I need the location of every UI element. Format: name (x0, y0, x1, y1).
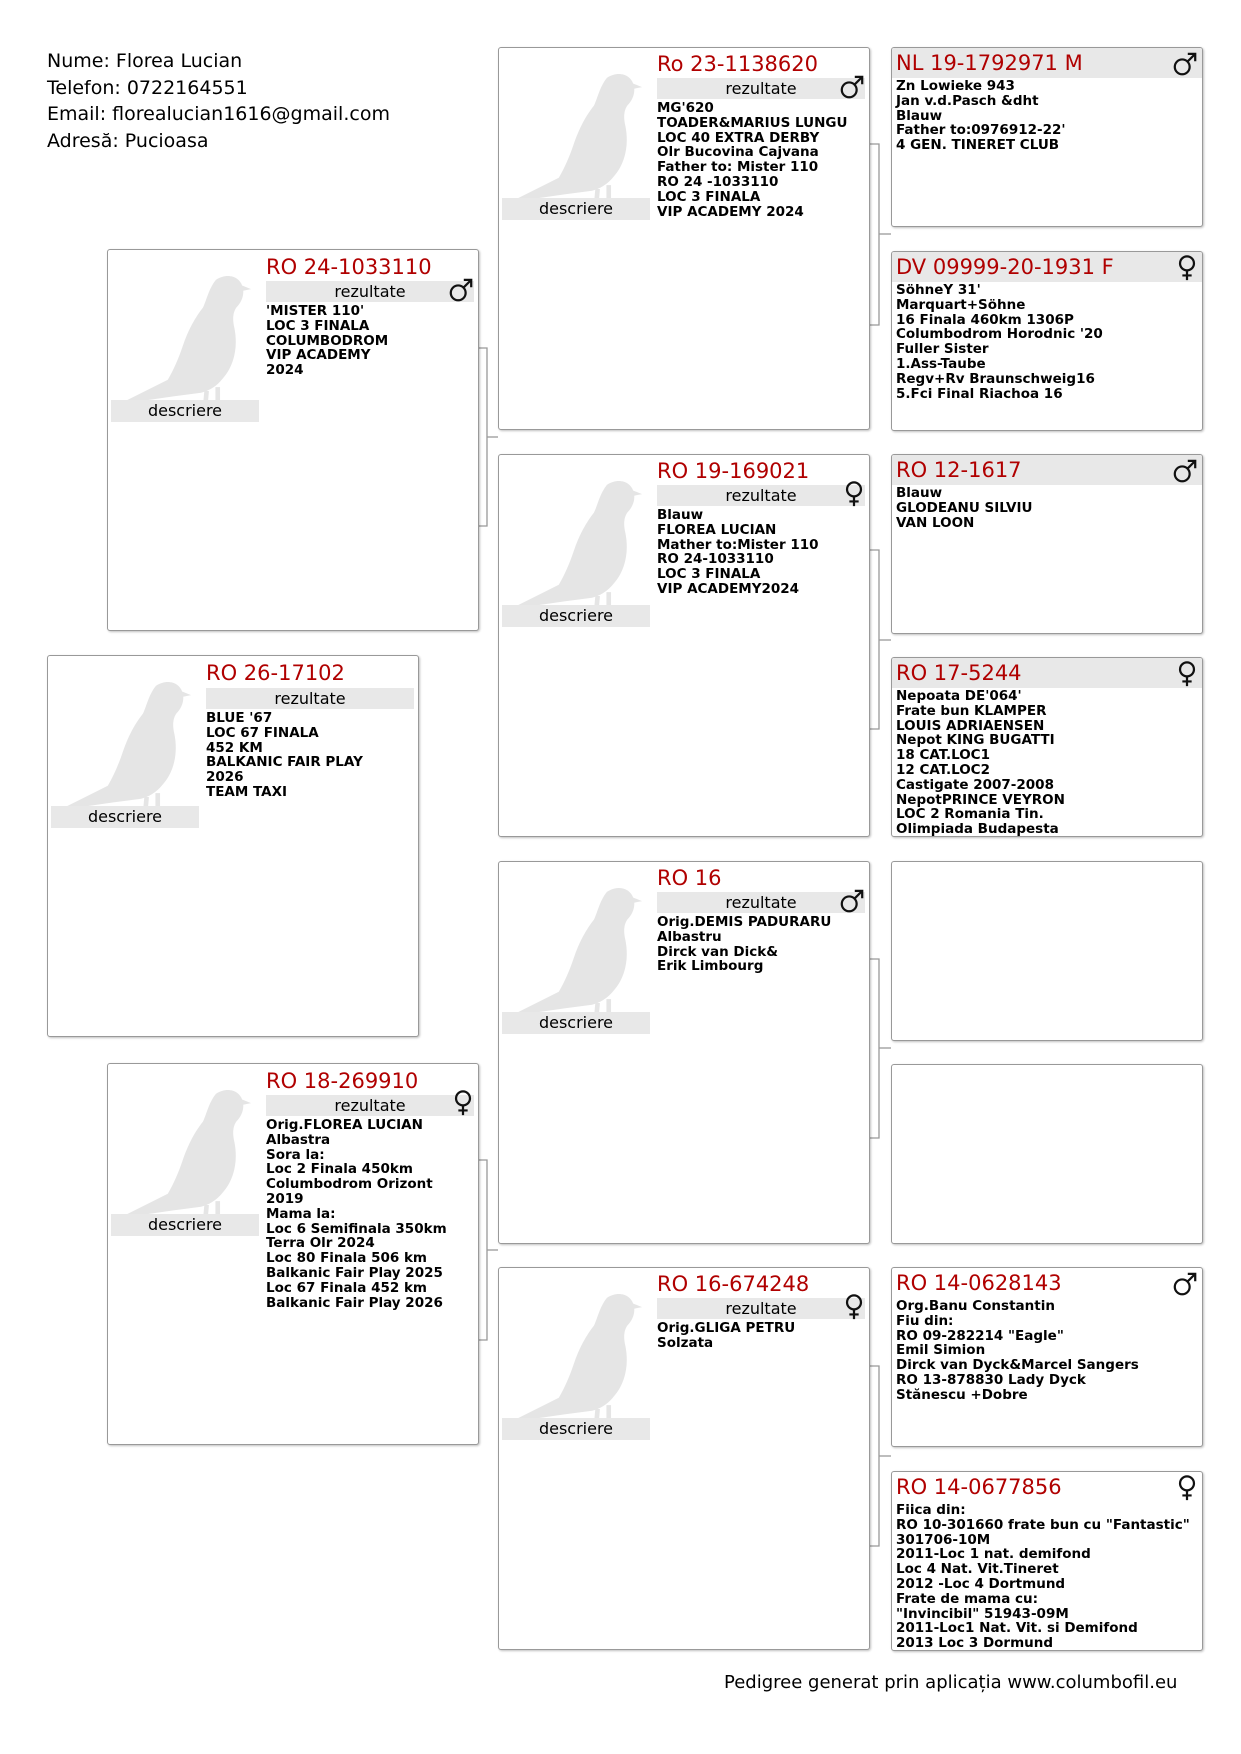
pigeon-silhouette-icon (507, 1274, 655, 1442)
owner-phone: Telefon: 0722164551 (47, 76, 248, 99)
ring-number: RO 17-5244 (896, 661, 1022, 685)
male-symbol-icon (1172, 52, 1198, 78)
pigeon-info: Blauw FLOREA LUCIAN Mather to:Mister 110 RO 24-1033110 LOC 3 FINALA VIP ACADEMY2024 (657, 507, 819, 597)
pigeon-info: Orig.DEMIS PADURARU Albastru Dirck van Dick& Erik Limbourg (657, 914, 832, 975)
description-button[interactable]: descriere (502, 605, 650, 627)
results-button[interactable]: rezultate (266, 1095, 474, 1116)
pigeon-silhouette-icon (507, 868, 655, 1036)
pedigree-card-ggp-6-empty[interactable] (891, 1064, 1203, 1244)
ring-number: RO 24-1033110 (266, 255, 432, 279)
pedigree-card-dam[interactable] (107, 1063, 479, 1445)
pedigree-card-ggp-7[interactable] (891, 1267, 1203, 1447)
description-button[interactable]: descriere (51, 806, 199, 828)
female-symbol-icon (841, 1294, 867, 1320)
pedigree-card-subject[interactable] (47, 655, 419, 1037)
pigeon-info: Orig.FLOREA LUCIAN Albastra Sora la: Loc 2 Finala 450km Columbodrom Orizont 2019 Mama la: Loc 6 Semifinala 350km Terra Olr 2024 Loc 80 Finala 506 km Balkanic Fair Play 2025 Loc 67 Finala 452 km Balkanic Fair Play 2026 (266, 1117, 447, 1311)
pedigree-card-sire[interactable] (107, 249, 479, 631)
description-button[interactable]: descriere (502, 198, 650, 220)
pedigree-card-dam-sire[interactable] (498, 861, 870, 1244)
pigeon-silhouette-icon (507, 461, 655, 629)
female-symbol-icon (1174, 661, 1200, 687)
male-symbol-icon (448, 278, 474, 304)
pigeon-info: 'MISTER 110' LOC 3 FINALA COLUMBODROM VIP ACADEMY 2024 (266, 303, 389, 379)
results-button[interactable]: rezultate (657, 78, 865, 99)
pigeon-info: Blauw GLODEANU SILVIU VAN LOON (896, 485, 1033, 531)
ring-number: RO 12-1617 (896, 458, 1022, 482)
pigeon-info: Orig.GLIGA PETRU Solzata (657, 1320, 796, 1351)
female-symbol-icon (1174, 255, 1200, 281)
pedigree-card-ggp-4[interactable] (891, 657, 1203, 837)
description-button[interactable]: descriere (111, 400, 259, 422)
ring-number: RO 14-0677856 (896, 1475, 1062, 1499)
ring-number: RO 18-269910 (266, 1069, 419, 1093)
owner-address: Adresă: Pucioasa (47, 129, 209, 152)
results-button[interactable]: rezultate (657, 1298, 865, 1319)
results-button[interactable]: rezultate (657, 485, 865, 506)
ring-number: RO 16 (657, 866, 722, 890)
female-symbol-icon (841, 481, 867, 507)
female-symbol-icon (1174, 1475, 1200, 1501)
pigeon-info: BLUE '67 LOC 67 FINALA 452 KM BALKANIC FAIR PLAY 2026 TEAM TAXI (206, 710, 363, 800)
pigeon-silhouette-icon (116, 256, 264, 424)
description-button[interactable]: descriere (502, 1418, 650, 1440)
description-button[interactable]: descriere (111, 1214, 259, 1236)
male-symbol-icon (839, 889, 865, 915)
male-symbol-icon (1172, 459, 1198, 485)
pedigree-card-ggp-3[interactable] (891, 454, 1203, 634)
pedigree-card-sire-sire[interactable] (498, 47, 870, 430)
pigeon-info: Org.Banu Constantin Fiu din: RO 09-282214 "Eagle" Emil Simion Dirck van Dyck&Marcel Sangers RO 13-878830 Lady Dyck Stănescu +Dobre (896, 1298, 1139, 1403)
ring-number: RO 19-169021 (657, 459, 810, 483)
pigeon-silhouette-icon (56, 662, 204, 830)
ring-number: NL 19-1792971 M (896, 51, 1083, 75)
female-symbol-icon (450, 1090, 476, 1116)
owner-email: Email: florealucian1616@gmail.com (47, 103, 390, 125)
owner-name: Nume: Florea Lucian (47, 50, 243, 72)
results-button[interactable]: rezultate (266, 281, 474, 302)
ring-number: Ro 23-1138620 (657, 52, 818, 76)
pedigree-card-ggp-8[interactable] (891, 1471, 1203, 1651)
footer-credit: Pedigree generat prin aplicația www.columbofil.eu (724, 1672, 1178, 1693)
pigeon-info: Zn Lowieke 943 Jan v.d.Pasch &dht Blauw Father to:0976912-22' 4 GEN. TINERET CLUB (896, 78, 1066, 154)
male-symbol-icon (1172, 1272, 1198, 1298)
results-button[interactable]: rezultate (657, 892, 865, 913)
pigeon-info: Fiica din: RO 10-301660 frate bun cu "Fantastic" 301706-10M 2011-Loc 1 nat. demifond Loc 4 Nat. Vit.Tineret 2012 -Loc 4 Dortmund Frate de mama cu: "Invincibil" 51943-09M 2011-Loc1 Nat. Vit. si Demifond 2013 Loc 3 Dormund (896, 1502, 1190, 1651)
pigeon-silhouette-icon (116, 1070, 264, 1238)
pedigree-card-dam-dam[interactable] (498, 1267, 870, 1650)
pigeon-info: Nepoata DE'064' Frate bun KLAMPER LOUIS ADRIAENSEN Nepot KING BUGATTI 18 CAT.LOC1 12 CAT.LOC2 Castigate 2007-2008 NepotPRINCE VEYRON LOC 2 Romania Tin. Olimpiada Budapesta (896, 688, 1065, 837)
ring-number: DV 09999-20-1931 F (896, 255, 1114, 279)
results-button[interactable]: rezultate (206, 688, 414, 709)
pigeon-silhouette-icon (507, 54, 655, 222)
ring-number: RO 26-17102 (206, 661, 345, 685)
pedigree-card-ggp-5-empty[interactable] (891, 861, 1203, 1041)
ring-number: RO 14-0628143 (896, 1271, 1062, 1295)
pigeon-info: SöhneY 31' Marquart+Söhne 16 Finala 460km 1306P Columbodrom Horodnic '20 Fuller Sister 1.Ass-Taube Regv+Rv Braunschweig16 5.Fci Final Riachoa 16 (896, 282, 1103, 402)
pigeon-info: MG'620 TOADER&MARIUS LUNGU LOC 40 EXTRA DERBY Olr Bucovina Cajvana Father to: Mister 110 RO 24 -1033110 LOC 3 FINALA VIP ACADEMY 2024 (657, 100, 848, 220)
ring-number: RO 16-674248 (657, 1272, 810, 1296)
description-button[interactable]: descriere (502, 1012, 650, 1034)
pedigree-card-ggp-2[interactable] (891, 251, 1203, 431)
pedigree-card-sire-dam[interactable] (498, 454, 870, 837)
male-symbol-icon (839, 75, 865, 101)
pedigree-card-ggp-1[interactable] (891, 47, 1203, 227)
